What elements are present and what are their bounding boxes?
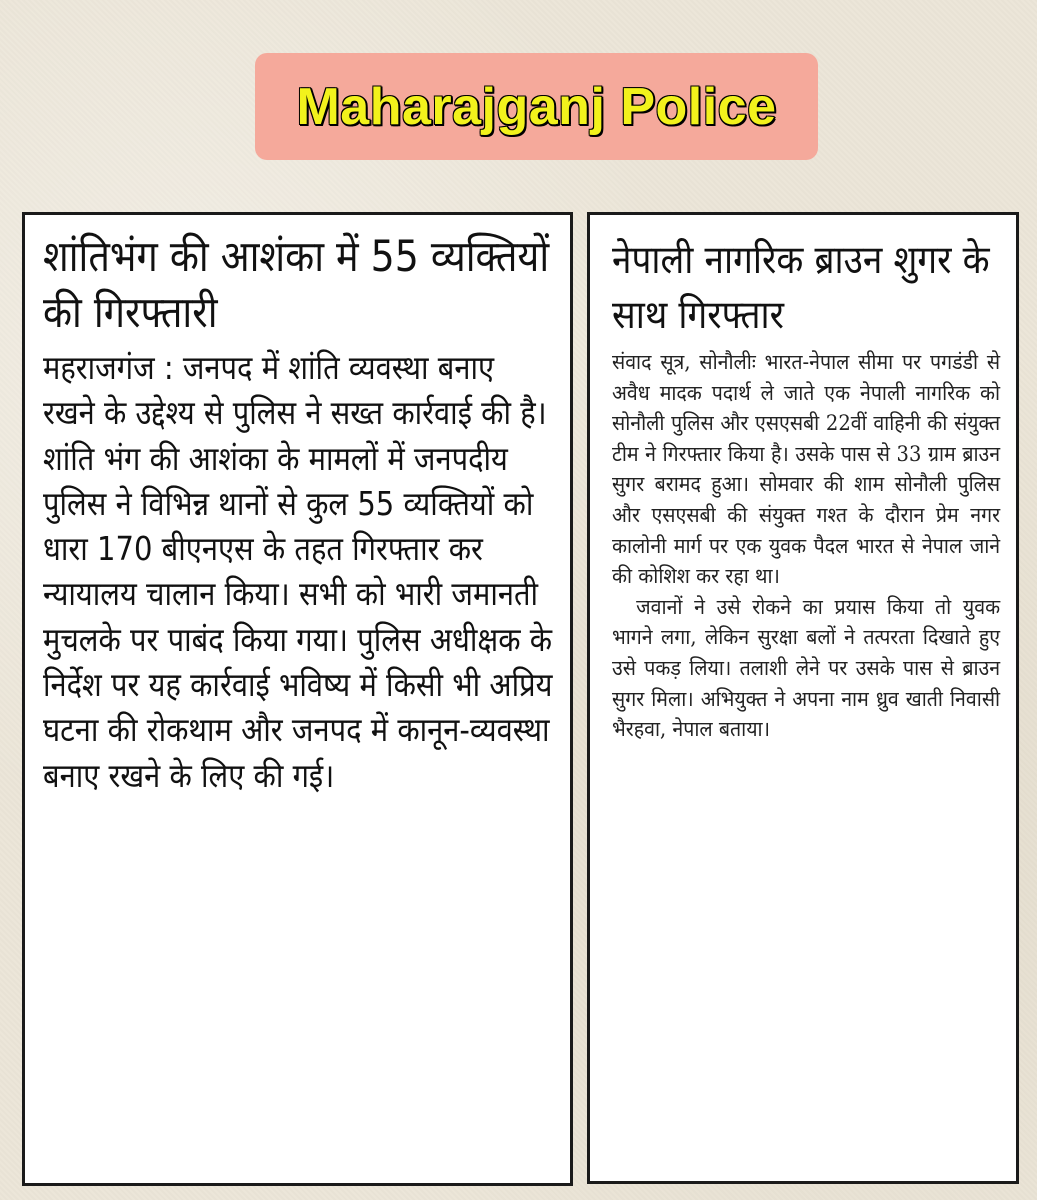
banner-title: Maharajganj Police xyxy=(296,77,777,136)
title-banner xyxy=(255,53,818,160)
left-news-clipping xyxy=(22,212,573,1186)
left-article-body xyxy=(43,345,553,798)
right-article-dateline: संवाद सूत्र, सोनौलीः xyxy=(612,350,765,374)
right-article-headline: नेपाली नागरिक ब्राउन शुगर के साथ गिरफ्तार xyxy=(612,238,990,338)
left-article-text: जनपद में शांति व्यवस्था बनाए रखने के उद्देश्य से पुलिस ने सख्त कार्रवाई की है। शांति भंग की आशंका के मामलों में जनपदीय पुलिस ने विभिन्न थानों से कुल 55 व्यक्तियों को धारा 170 बीएनएस के तहत गिरफ्तार कर न्यायालय चालान किया। सभी को भारी जमानती मुचलके पर पाबंद किया गया। पुलिस अधीक्षक के निर्देश पर यह कार्रवाई भविष्य में किसी भी अप्रिय घटना की रोकथाम और जनपद में कानून-व्यवस्था बनाए रखने के लिए की गई। xyxy=(43,348,553,795)
right-article-text-1: भारत-नेपाल सीमा पर पगडंडी से अवैध मादक पदार्थ ले जाते एक नेपाली नागरिक को सोनौली पुलिस और एसएसबी 22वीं वाहिनी की संयुक्त टीम ने गिरफ्तार किया है। उसके पास से 33 ग्राम ब्राउन सुगर बरामद हुआ। सोमवार की शाम सोनौली पुलिस और एसएसबी की संयुक्त गश्त के दौरान प्रेम नगर कालोनी मार्ग पर एक युवक पैदल भारत से नेपाल जाने की कोशिश कर रहा था। xyxy=(612,350,1001,589)
left-article-headline: शांतिभंग की आशंका में 55 व्यक्तियों की गिरफ्तारी xyxy=(43,232,550,338)
left-article-dateline: महराजगंज : xyxy=(43,348,183,387)
right-news-clipping xyxy=(587,212,1019,1184)
right-article-paragraph-2: जवानों ने उसे रोकने का प्रयास किया तो युवक भागने लगा, लेकिन सुरक्षा बलों ने तत्परता दिखाते हुए उसे पकड़ लिया। तलाशी लेने पर उसके पास से ब्राउन सुगर मिला। अभियुक्त ने अपना नाम ध्रुव खाती निवासी भैरहवा, नेपाल बताया। xyxy=(612,594,1001,742)
right-article-paragraph-1 xyxy=(612,347,1000,592)
